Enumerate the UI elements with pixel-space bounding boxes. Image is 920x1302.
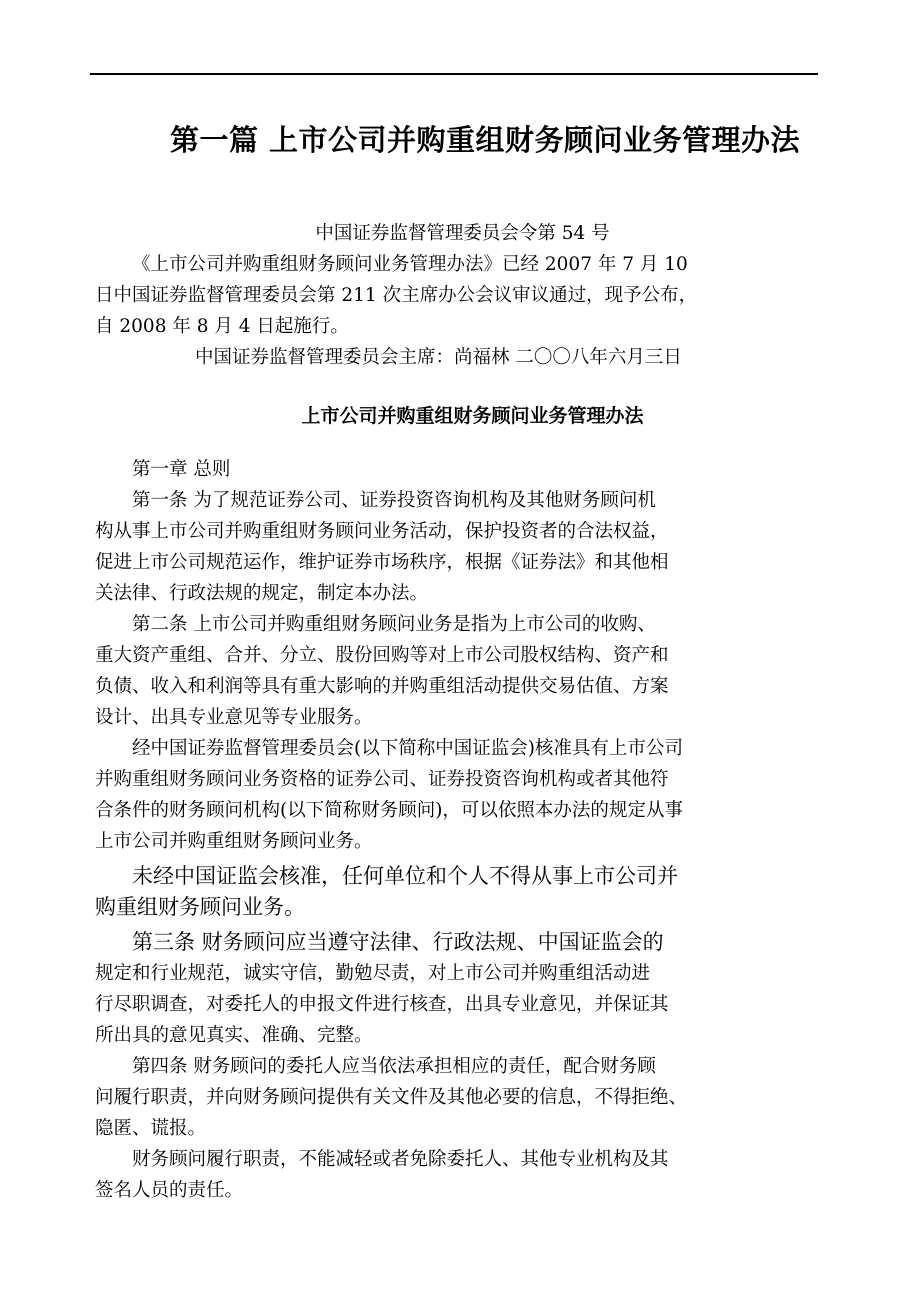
paragraph-line: 未经中国证监会核准，任何单位和个人不得从事上市公司并 (132, 864, 678, 888)
paragraph-line: 所出具的意见真实、准确、完整。 (95, 1025, 373, 1046)
paragraph-line: 上市公司并购重组财务顾问业务。 (95, 831, 373, 852)
paragraph-line: 负债、收入和利润等具有重大影响的并购重组活动提供交易估值、方案 (95, 676, 669, 697)
top-rule (90, 73, 818, 75)
paragraph-line: 财务顾问履行职责，不能减轻或者免除委托人、其他专业机构及其 (132, 1149, 669, 1170)
paragraph-line: 并购重组财务顾问业务资格的证券公司、证券投资咨询机构或者其他符 (95, 769, 669, 790)
document-title: 第一篇 上市公司并购重组财务顾问业务管理办法 (169, 123, 801, 157)
preamble-line: 日中国证券监督管理委员会第 211 次主席办公会议审议通过，现予公布， (95, 285, 698, 306)
article-2-para-2 (95, 733, 830, 857)
paragraph-line: 购重组财务顾问业务。 (95, 895, 305, 919)
paragraph-line: 构从事上市公司并购重组财务顾问业务活动，保护投资者的合法权益， (95, 521, 669, 542)
paragraph-line: 第三条 财务顾问应当遵守法律、行政法规、中国证监会的 (132, 930, 664, 954)
paragraph-line: 合条件的财务顾问机构(以下简称财务顾问)，可以依照本办法的规定从事 (95, 800, 683, 821)
order-number: 中国证券监督管理委员会令第 54 号 (315, 223, 610, 244)
paragraph-line: 行尽职调查，对委托人的申报文件进行核查，出具专业意见，并保证其 (95, 994, 669, 1015)
paragraph-line: 第二条 上市公司并购重组财务顾问业务是指为上市公司的收购、 (132, 614, 656, 635)
article-3 (95, 927, 830, 1051)
article-4-para-2 (95, 1144, 830, 1206)
article-2-para-3 (95, 861, 830, 923)
paragraph-line: 第四条 财务顾问的委托人应当依法承担相应的责任，配合财务顾 (132, 1056, 656, 1077)
paragraph-line: 隐匿、谎报。 (95, 1118, 207, 1139)
article-2 (95, 609, 830, 733)
paragraph-line: 规定和行业规范，诚实守信，勤勉尽责，对上市公司并购重组活动进 (95, 963, 651, 984)
preamble-line: 《上市公司并购重组财务顾问业务管理办法》已经 2007 年 7 月 10 (132, 254, 688, 275)
sub-title: 上市公司并购重组财务顾问业务管理办法 (301, 405, 644, 427)
paragraph-line: 经中国证券监督管理委员会(以下简称中国证监会)核准具有上市公司 (132, 738, 683, 759)
document-body (95, 218, 830, 1206)
paragraph-line: 签名人员的责任。 (95, 1180, 244, 1201)
signature-line: 中国证券监督管理委员会主席：尚福林 二〇〇八年六月三日 (195, 347, 682, 368)
article-4 (95, 1051, 830, 1144)
preamble-line: 自 2008 年 8 月 4 日起施行。 (95, 316, 349, 337)
article-1 (95, 485, 830, 609)
paragraph-line: 问履行职责，并向财务顾问提供有关文件及其他必要的信息，不得拒绝、 (95, 1087, 688, 1108)
paragraph-line: 设计、出具专业意见等专业服务。 (95, 707, 373, 728)
paragraph-line: 促进上市公司规范运作，维护证券市场秩序，根据《证券法》和其他相 (95, 552, 669, 573)
chapter-heading: 第一章 总则 (132, 459, 231, 480)
paragraph-line: 关法律、行政法规的规定，制定本办法。 (95, 583, 429, 604)
paragraph-line: 重大资产重组、合并、分立、股份回购等对上市公司股权结构、资产和 (95, 645, 669, 666)
paragraph-line: 第一条 为了规范证券公司、证券投资咨询机构及其他财务顾问机 (132, 490, 656, 511)
